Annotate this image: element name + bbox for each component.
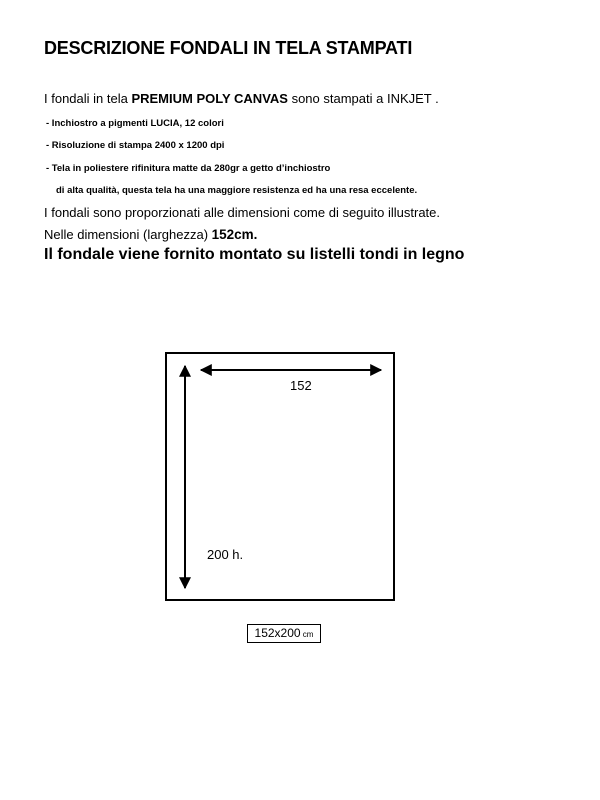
bullet-fabric-continued: di alta qualità, questa tela ha una maggiore resistenza ed ha una resa eccelente. (56, 185, 418, 196)
size-unit: cm (300, 630, 314, 639)
intro-prefix: I fondali in tela (44, 91, 132, 106)
width-label: 152 (290, 378, 312, 393)
page-title: DESCRIZIONE FONDALI IN TELA STAMPATI (44, 38, 413, 58)
intro-suffix: sono stampati a INKJET . (287, 91, 439, 106)
bullet-ink: - Inchiostro a pigmenti LUCIA, 12 colori (46, 118, 224, 129)
dimension-arrows (167, 354, 397, 603)
size-dims: 152x200 (254, 626, 301, 640)
backdrop-diagram (165, 352, 395, 601)
bullet-resolution: - Risoluzione di stampa 2400 x 1200 dpi (46, 140, 225, 151)
proportion-text: I fondali sono proporzionati alle dimensioni come di seguito illustrate. (44, 205, 440, 220)
width-value: 152cm. (211, 227, 258, 242)
size-label-box (247, 624, 321, 643)
product-name: PREMIUM POLY CANVAS (131, 91, 288, 106)
width-text (44, 227, 257, 242)
bullet-fabric: - Tela in poliestere rifinitura matte da 280gr a getto d’inchiostro (46, 163, 331, 174)
mounting-text: Il fondale viene fornito montato su listelli tondi in legno (44, 246, 465, 263)
width-text-prefix: Nelle dimensioni (larghezza) (44, 227, 212, 242)
intro-text (44, 91, 439, 106)
height-label: 200 h. (207, 547, 244, 562)
